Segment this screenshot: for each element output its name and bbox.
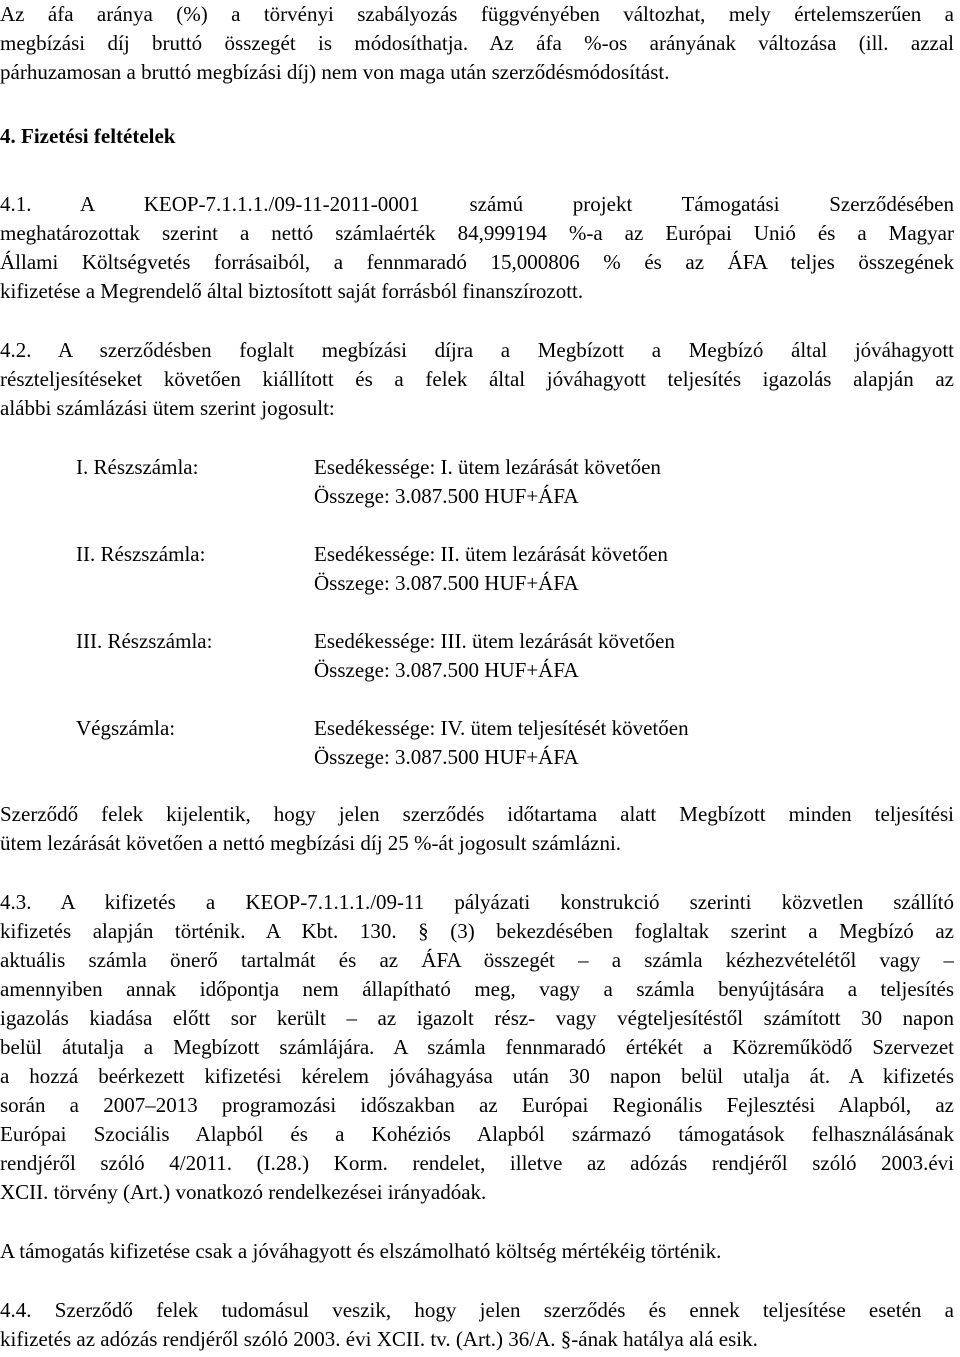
p41-line-2: meghatározottak szerint a nettó számlaérték 84,999194 %-a az Európai Unió és a Magyar [0, 221, 954, 245]
declaration-line-2: ütem lezárását követően a nettó megbízási díj 25 %-át jogosult számlázni. [0, 831, 622, 855]
p43-line-10: rendjéről szóló 4/2011. (I.28.) Korm. rendelet, illetve az adózás rendjéről szóló 2003.évi [0, 1151, 954, 1175]
p43-line-5: igazolás kiadása előtt sor került – az igazolt rész- vagy végteljesítéstől számított 30 napon [0, 1006, 954, 1030]
p44-line-1: 4.4. Szerződő felek tudomásul veszik, hogy jelen szerződés és ennek teljesítése esetén a [0, 1298, 954, 1322]
bill-3-label: III. Részszámla: [76, 629, 213, 653]
p41-line-3: Állami Költségvetés forrásaiból, a fennmaradó 15,000806 % és az ÁFA teljes összegének [0, 250, 954, 274]
bill-3-due: Esedékessége: III. ütem lezárását követően [314, 629, 675, 653]
p43-line-2: kifizetés alapján történik. A Kbt. 130. § (3) bekezdésében foglaltak szerint a Megbízó az [0, 919, 954, 943]
bill-1-amount: Összege: 3.087.500 HUF+ÁFA [314, 484, 579, 508]
p41-line-1: 4.1. A KEOP-7.1.1.1./09-11-2011-0001 számú projekt Támogatási Szerződésében [0, 192, 954, 216]
p42-line-2: részteljesítéseket követően kiállított és a felek által jóváhagyott teljesítés igazolás alapján az [0, 367, 954, 391]
p43-line-11: XCII. törvény (Art.) vonatkozó rendelkezései irányadóak. [0, 1180, 487, 1204]
bill-4-amount: Összege: 3.087.500 HUF+ÁFA [314, 745, 579, 769]
bill-2-label: II. Részszámla: [76, 542, 206, 566]
bill-2-due: Esedékessége: II. ütem lezárását követően [314, 542, 668, 566]
intro-line-2: megbízási díj bruttó összegét is módosíthatja. Az áfa %-os arányának változása (ill. azzal [0, 31, 954, 55]
p42-line-3: alábbi számlázási ütem szerint jogosult: [0, 396, 335, 420]
p43-line-3: aktuális számla önerő tartalmát és az ÁFA összegét – a számla kézhezvételétől vagy – [0, 948, 954, 972]
p43-line-7: a hozzá beérkezett kifizetési kérelem jóváhagyása után 30 napon belül utalja át. A kifizetés [0, 1064, 954, 1088]
section-heading: 4. Fizetési feltételek [0, 124, 176, 148]
p43-line-4: amennyiben annak időpontja nem állapítható meg, vagy a számla benyújtására a teljesítés [0, 977, 954, 1001]
bill-4-due: Esedékessége: IV. ütem teljesítését követően [314, 716, 689, 740]
intro-line-3: párhuzamosan a bruttó megbízási díj) nem von maga után szerződésmódosítást. [0, 60, 670, 84]
bill-1-label: I. Részszámla: [76, 455, 199, 479]
bill-3-amount: Összege: 3.087.500 HUF+ÁFA [314, 658, 579, 682]
bill-1-due: Esedékessége: I. ütem lezárását követően [314, 455, 661, 479]
intro-line-1: Az áfa aránya (%) a törvényi szabályozás függvényében változhat, mely értelemszerűen a [0, 2, 954, 26]
p43-line-9: Európai Szociális Alapból és a Kohéziós Alapból származó támogatások felhasználásának [0, 1122, 954, 1146]
p44-line-2: kifizetés az adózás rendjéről szóló 2003. évi XCII. tv. (Art.) 36/A. §-ának hatálya alá esik. [0, 1327, 758, 1351]
p42-line-1: 4.2. A szerződésben foglalt megbízási díjra a Megbízott a Megbízó által jóváhagyott [0, 338, 954, 362]
bill-4-label: Végszámla: [76, 716, 176, 740]
bill-2-amount: Összege: 3.087.500 HUF+ÁFA [314, 571, 579, 595]
support-note: A támogatás kifizetése csak a jóváhagyott és elszámolható költség mértékéig történik. [0, 1239, 722, 1263]
p43-line-8: során a 2007–2013 programozási időszakban az Európai Regionális Fejlesztési Alapból, az [0, 1093, 954, 1117]
p41-line-4: kifizetése a Megrendelő által biztosított saját forrásból finanszírozott. [0, 279, 584, 303]
p43-line-1: 4.3. A kifizetés a KEOP-7.1.1.1./09-11 pályázati konstrukció szerinti közvetlen szállító [0, 890, 954, 914]
declaration-line-1: Szerződő felek kijelentik, hogy jelen szerződés időtartama alatt Megbízott minden teljesítési [0, 802, 954, 826]
p43-line-6: belül átutalja a Megbízott számlájára. A számla fennmaradó értékét a Közreműködő Szervezet [0, 1035, 954, 1059]
